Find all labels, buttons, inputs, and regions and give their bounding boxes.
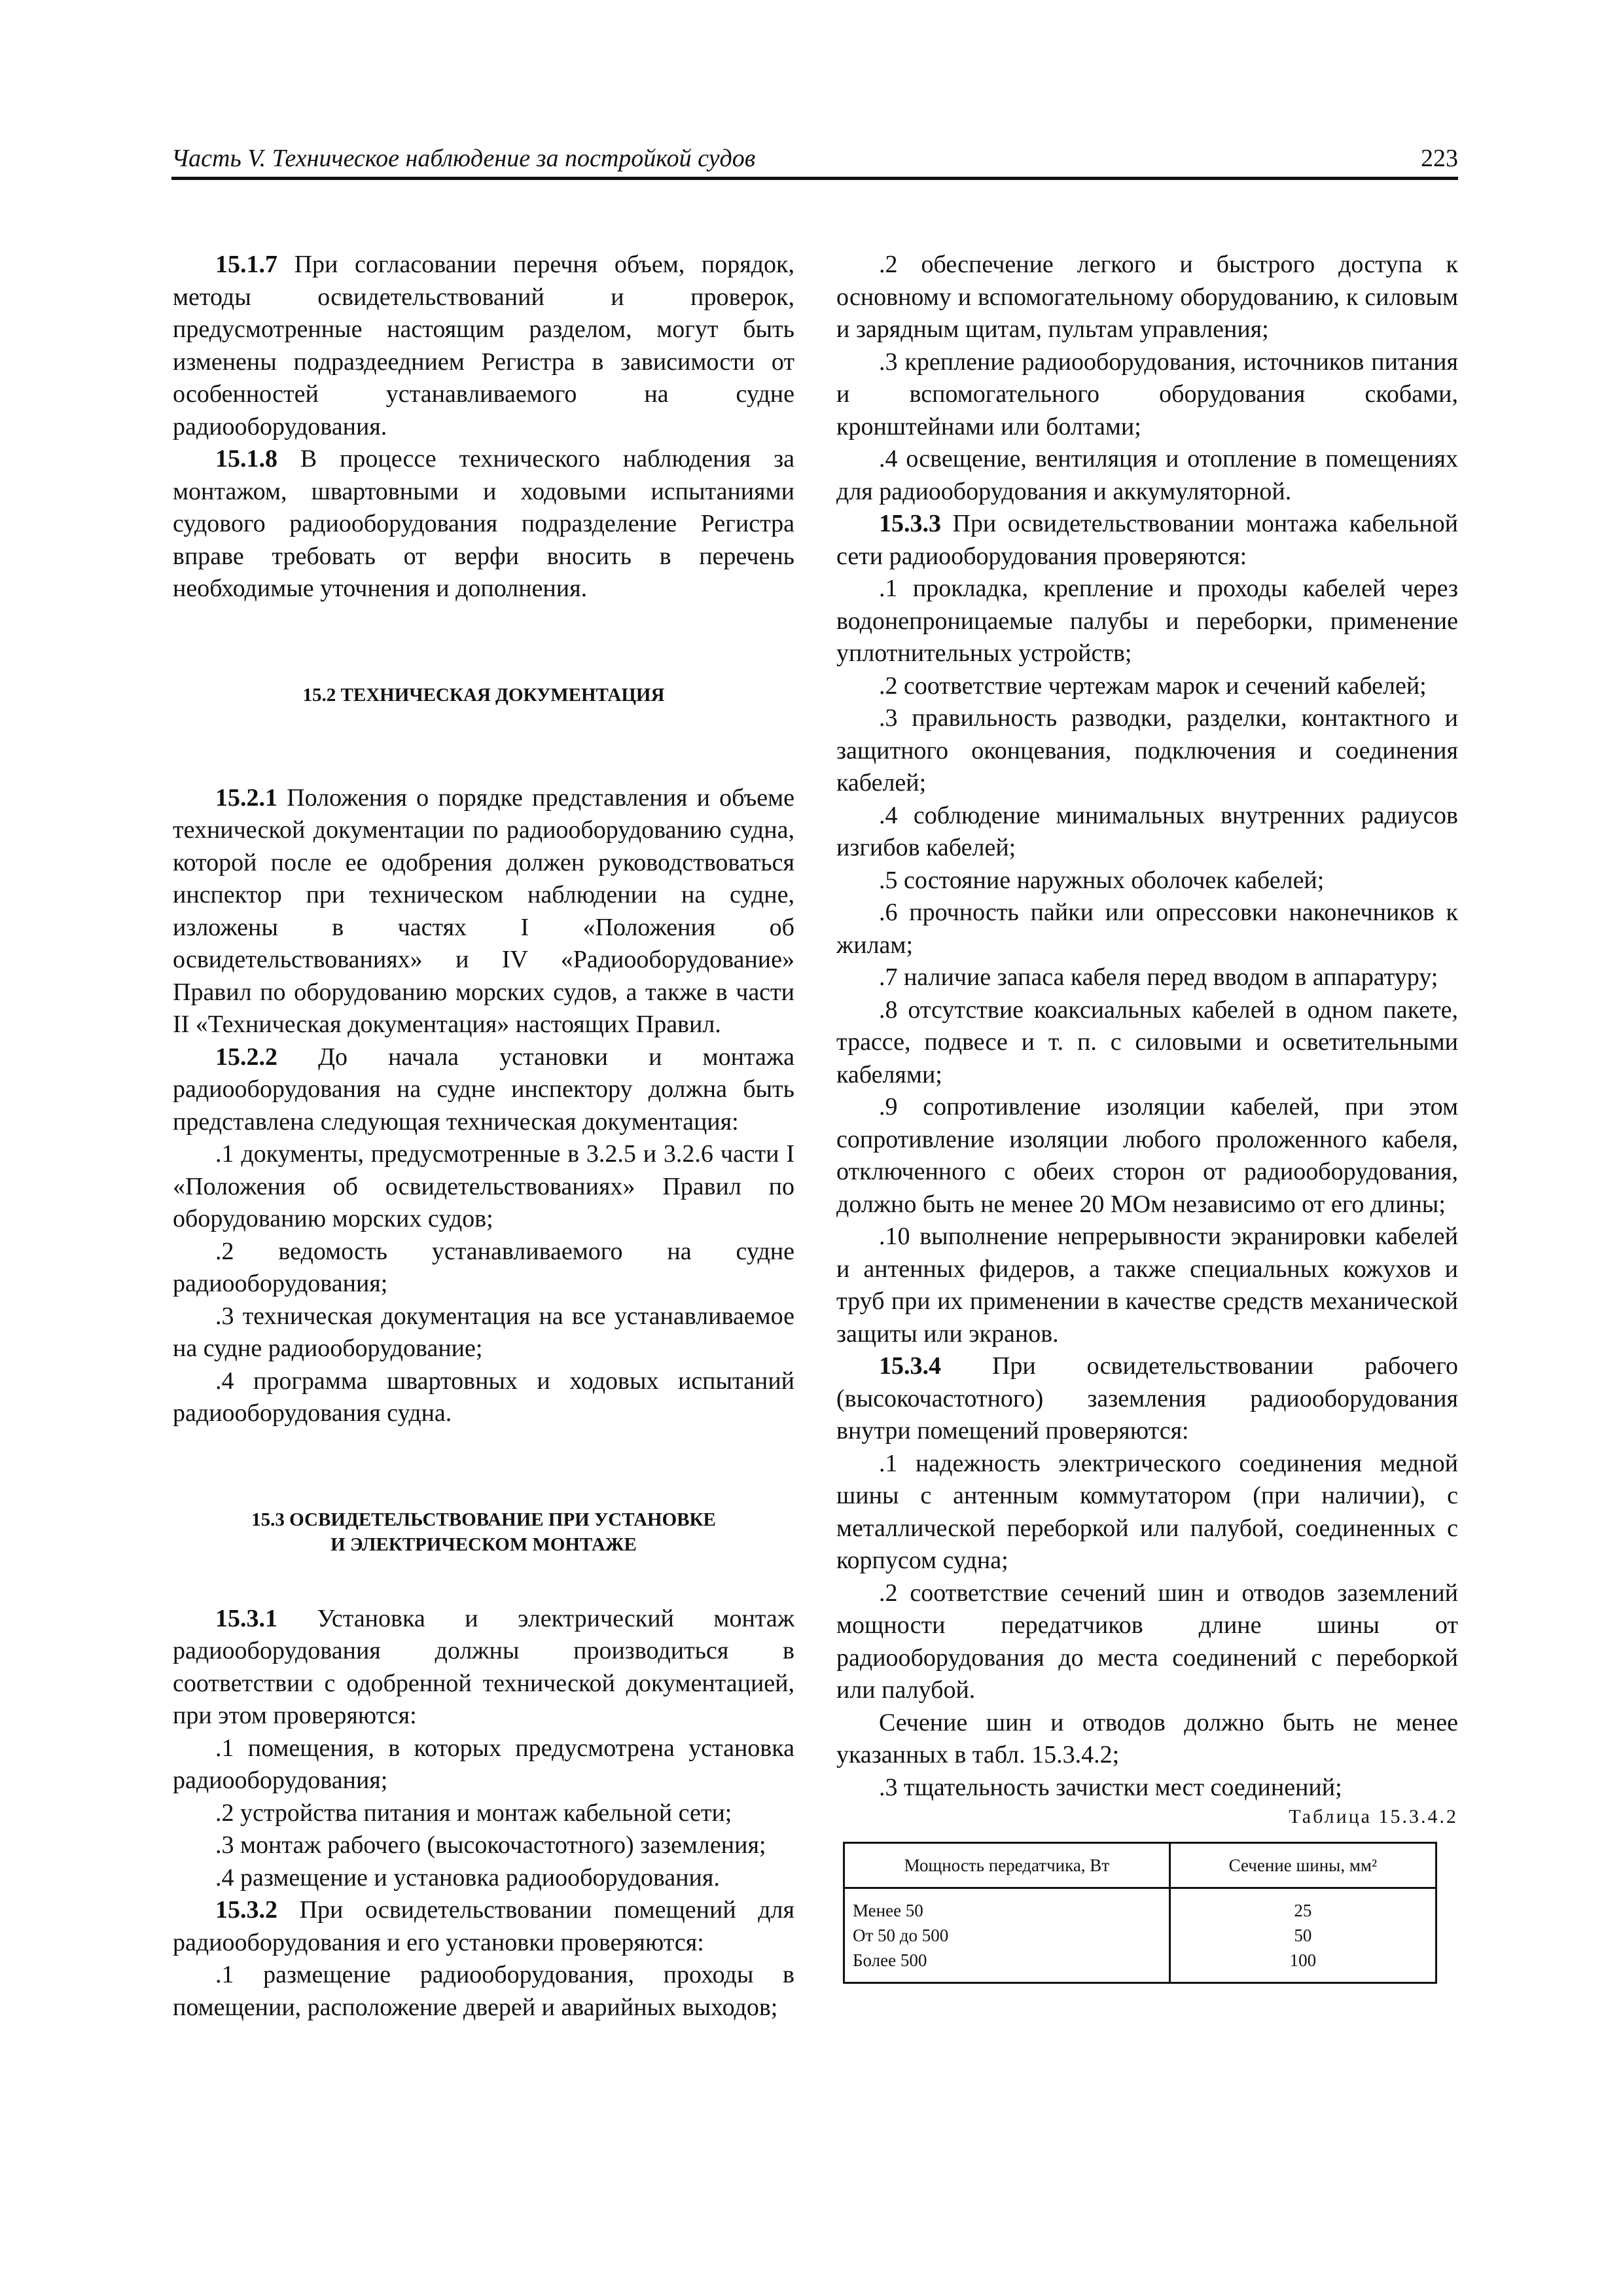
- section-cell: 50: [1169, 1923, 1436, 1948]
- list-item: .6 прочность пайки или опрессовки наконечников к жилам;: [836, 899, 1458, 959]
- column-header-power: Мощность передатчика, Вт: [844, 1843, 1170, 1888]
- list-item: .10 выполнение непрерывности экранировки кабелей и антенных фидеров, а также специальных кожухов и труб при их применении в качестве средств механической защиты или экранов.: [836, 1223, 1458, 1348]
- left-column: [173, 249, 794, 2024]
- clause-text: Положения о порядке представления и объеме технической документации по радиооборудованию судна, которой после ее одобрения должен руководствоваться инспектор при техническом наблюдении на судне, изложены в частях I «Положения об освидетельствованиях» и IV «Радиооборудование» Правил по оборудованию морских судов, а также в части II «Техническая документация» настоящих Правил.: [173, 783, 794, 1038]
- table-header-row: [844, 1843, 1436, 1888]
- list-item: .8 отсутствие коаксиальных кабелей в одном пакете, трассе, подвесе и т. п. с силовыми и осветительными кабелями;: [836, 996, 1458, 1088]
- clause-number: 15.1.7: [215, 251, 277, 278]
- clause-number: 15.3.3: [879, 510, 941, 537]
- list-item: .2 соответствие чертежам марок и сечений кабелей;: [879, 672, 1427, 700]
- table-row: [844, 1888, 1436, 1924]
- clause-text: При согласовании перечня объем, порядок, методы освидетельствований и проверок, предусмотренные настоящим разделом, могут быть изменены подраздееднием Регистра в зависимости от особенностей устанавливаемого на судне радиооборудования.: [173, 251, 794, 440]
- paragraph-15-3-2: [173, 1894, 794, 1959]
- list-item: .1 размещение радиооборудования, проходы в помещении, расположение дверей и аварийных выходов;: [173, 1961, 794, 2021]
- section-cell: 25: [1169, 1888, 1436, 1924]
- list-item: .5 состояние наружных оболочек кабелей;: [879, 866, 1325, 894]
- paragraph-15-3-4: [836, 1350, 1458, 1448]
- list-item: .1 документы, предусмотренные в 3.2.5 и 3.2.6 части I «Положения об освидетельствованиях» Правил по оборудованию морских судов;: [173, 1140, 794, 1232]
- list-item: .1 прокладка, крепление и проходы кабелей через водонепроницаемые палубы и переборки, применение уплотнительных устройств;: [836, 575, 1458, 667]
- list-item: .4 освещение, вентиляция и отопление в помещениях для радиооборудования и аккумуляторной.: [836, 445, 1458, 505]
- clause-text: До начала установки и монтажа радиооборудования на судне инспектору должна быть представлена следующая техническая документация:: [173, 1043, 794, 1136]
- list-item: .4 программа швартовных и ходовых испытаний радиооборудования судна.: [173, 1367, 794, 1427]
- paragraph-15-3-1: [173, 1603, 794, 1732]
- running-title: Часть V. Техническое наблюдение за постройкой судов: [171, 145, 756, 172]
- paragraph-15-1-7: [173, 249, 794, 443]
- clause-text: При освидетельствовании рабочего (высокочастотного) заземления радиооборудования внутри помещений проверяются:: [836, 1352, 1458, 1444]
- clause-number: 15.3.4: [879, 1352, 941, 1380]
- page-header: [171, 137, 1458, 180]
- clause-text: В процессе технического наблюдения за монтажом, швартовными и ходовыми испытаниями судового радиооборудования подразделение Регистра вправе требовать от верфи вносить в перечень необходимые уточнения и дополнения.: [173, 445, 794, 602]
- clause-number: 15.2.1: [215, 783, 277, 812]
- column-header-section: Сечение шины, мм²: [1169, 1843, 1436, 1888]
- list-item: .3 правильность разводки, разделки, контактного и защитного оконцевания, подключения и соединения кабелей;: [836, 704, 1458, 797]
- page-number: 223: [1421, 145, 1458, 172]
- paragraph-15-2-2: [173, 1041, 794, 1139]
- right-column: [836, 249, 1458, 1984]
- section-heading-15-3: [173, 1507, 794, 1557]
- table-caption: Таблица 15.3.4.2: [1289, 1806, 1458, 1827]
- list-item: .4 соблюдение минимальных внутренних радиусов изгибов кабелей;: [836, 801, 1458, 861]
- list-item: .2 ведомость устанавливаемого на судне радиооборудования;: [173, 1237, 794, 1297]
- list-item: .7 наличие запаса кабеля перед вводом в аппаратуру;: [879, 963, 1438, 991]
- list-item: .2 обеспечение легкого и быстрого доступа к основному и вспомогательному оборудованию, к силовым и зарядным щитам, пультам управления;: [836, 251, 1458, 343]
- list-item: .3 техническая документация на все устанавливаемое на судне радиооборудование;: [173, 1302, 794, 1362]
- table-row: [844, 1923, 1436, 1948]
- note-text: Сечение шин и отводов должно быть не менее указанных в табл. 15.3.4.2;: [836, 1708, 1458, 1768]
- power-cell: От 50 до 500: [844, 1923, 1170, 1948]
- section-heading-line: И ЭЛЕКТРИЧЕСКОМ МОНТАЖЕ: [330, 1534, 637, 1555]
- paragraph-15-3-3: [836, 508, 1458, 573]
- clause-number: 15.1.8: [215, 445, 277, 473]
- list-item: .1 надежность электрического соединения медной шины с антенным коммутатором (при наличии), с металлической переборкой или палубой, соединенных с корпусом судна;: [836, 1449, 1458, 1574]
- section-heading-line: 15.3 ОСВИДЕТЕЛЬСТВОВАНИЕ ПРИ УСТАНОВКЕ: [251, 1509, 716, 1530]
- list-item: .3 крепление радиооборудования, источников питания и вспомогательного оборудования скобами, кронштейнами или болтами;: [836, 348, 1458, 440]
- table-row: [844, 1948, 1436, 1983]
- power-cell: Менее 50: [844, 1888, 1170, 1924]
- list-item: .4 размещение и установка радиооборудования.: [215, 1863, 720, 1892]
- paragraph-15-2-1: [173, 782, 794, 1041]
- clause-number: 15.3.1: [215, 1604, 277, 1632]
- list-item: .9 сопротивление изоляции кабелей, при этом сопротивление изоляции любого проложенного кабеля, отключенного с обеих сторон от радиооборудования, должно быть не менее 20 МОм независимо от его длины;: [836, 1093, 1458, 1218]
- busbar-section-table: [843, 1842, 1437, 1984]
- clause-number: 15.2.2: [215, 1043, 277, 1071]
- section-heading-15-2: 15.2 ТЕХНИЧЕСКАЯ ДОКУМЕНТАЦИЯ: [302, 684, 665, 706]
- clause-text: Установка и электрический монтаж радиооборудования должны производиться в соответствии с одобренной технической документацией, при этом проверяются:: [173, 1604, 794, 1729]
- section-cell: 100: [1169, 1948, 1436, 1983]
- clause-number: 15.3.2: [215, 1896, 277, 1924]
- clause-text: При освидетельствовании помещений для радиооборудования и его установки проверяются:: [173, 1896, 794, 1956]
- list-item: .3 тщательность зачистки мест соединений;: [879, 1773, 1342, 1801]
- paragraph-15-1-8: [173, 443, 794, 605]
- list-item: .3 монтаж рабочего (высокочастотного) заземления;: [215, 1831, 766, 1859]
- list-item: .2 соответствие сечений шин и отводов заземлений мощности передатчиков длине шины от радиооборудования до места соединений с переборкой или палубой.: [836, 1579, 1458, 1704]
- list-item: .2 устройства питания и монтаж кабельной сети;: [215, 1799, 732, 1827]
- list-item: .1 помещения, в которых предусмотрена установка радиооборудования;: [173, 1734, 794, 1794]
- clause-text: При освидетельствовании монтажа кабельной сети радиооборудования проверяются:: [836, 510, 1458, 570]
- power-cell: Более 500: [844, 1948, 1170, 1983]
